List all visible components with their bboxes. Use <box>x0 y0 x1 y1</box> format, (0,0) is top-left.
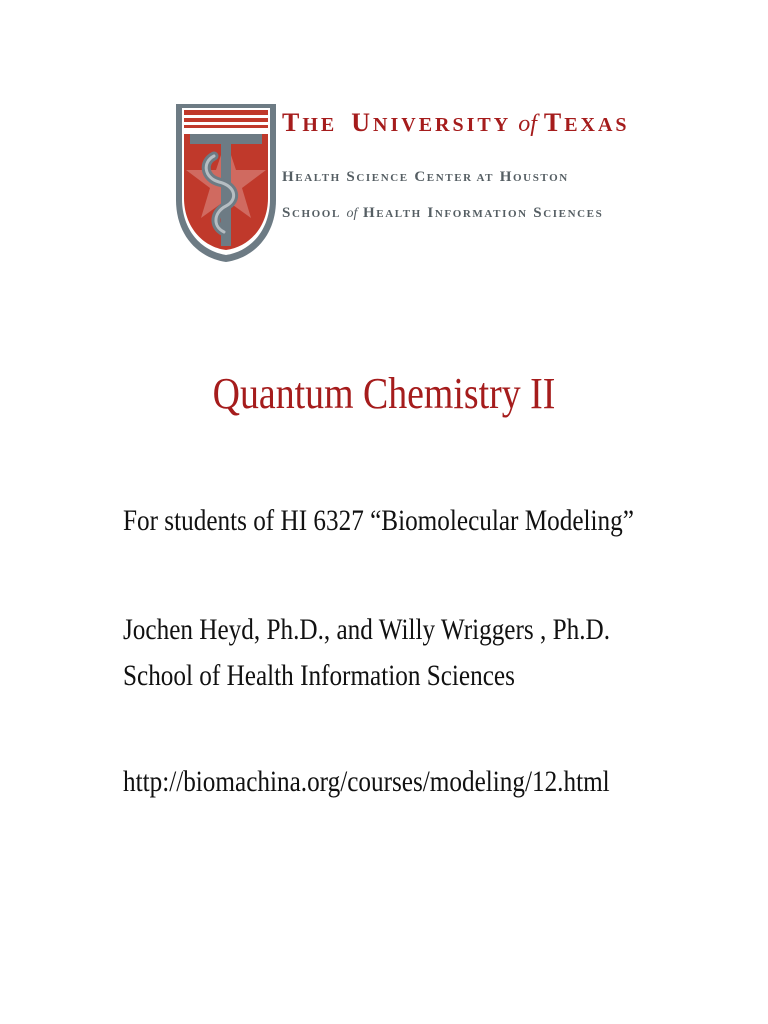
course-line: For students of HI 6327 “Biomolecular Modeling” <box>123 504 634 537</box>
authors-line: Jochen Heyd, Ph.D., and Willy Wriggers , Ph.D. <box>123 613 611 646</box>
university-header <box>170 98 630 268</box>
health-science-center-line: HEALTH SCIENCE CENTER AT HOUSTON <box>282 169 569 185</box>
school-line: SCHOOL of HEALTH INFORMATION SCIENCES <box>282 205 604 221</box>
school-affiliation-line: School of Health Information Sciences <box>123 659 515 692</box>
university-name: THE UNIVERSITY of TEXAS <box>282 108 630 137</box>
course-url[interactable]: http://biomachina.org/courses/modeling/12.html <box>123 765 610 798</box>
university-shield-logo-icon <box>174 100 278 264</box>
slide-title: Quantum Chemistry II <box>212 369 556 418</box>
